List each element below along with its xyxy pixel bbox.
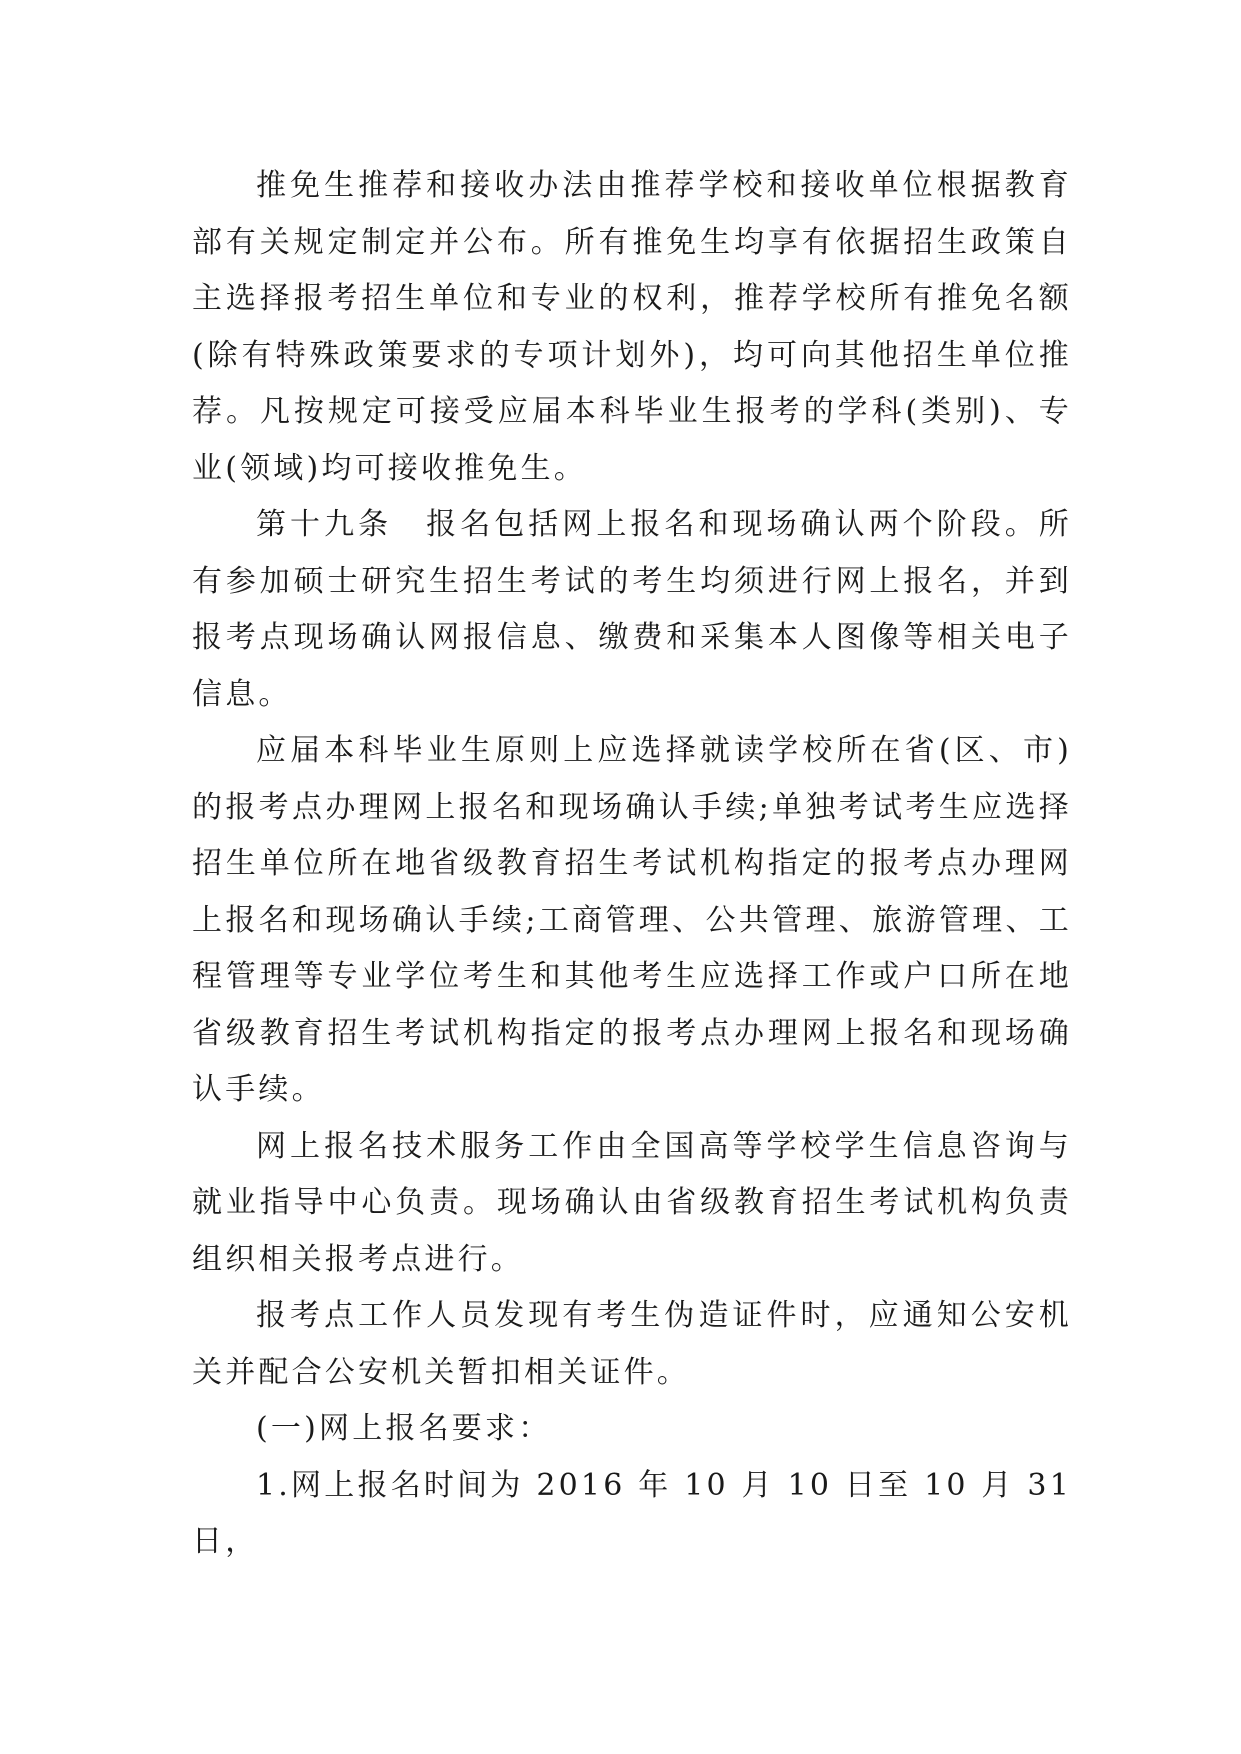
paragraph-forged-documents: 报考点工作人员发现有考生伪造证件时，应通知公安机关并配合公安机关暂扣相关证件。 [192, 1298, 1072, 1390]
document-body [192, 158, 1072, 1571]
paragraph-recommendation-rules: 推免生推荐和接收办法由推荐学校和接收单位根据教育部有关规定制定并公布。所有推免生均享有依据招生政策自主选择报考招生单位和专业的权利，推荐学校所有推免名额(除有特殊政策要求的专项计划外)，均可向其他招生单位推荐。凡按规定可接受应届本科毕业生报考的学科(类别)、专业(领域)均可接收推免生。 [192, 168, 1072, 486]
paragraph-registration-location: 应届本科毕业生原则上应选择就读学校所在省(区、市)的报考点办理网上报名和现场确认手续;单独考试考生应选择招生单位所在地省级教育招生考试机构指定的报考点办理网上报名和现场确认手续;工商管理、公共管理、旅游管理、工程管理等专业学位考生和其他考生应选择工作或户口所在地省级教育招生考试机构指定的报考点办理网上报名和现场确认手续。 [192, 733, 1072, 1107]
paragraph-registration-time: 1.网上报名时间为 2016 年 10 月 10 日至 10 月 31 日， [192, 1467, 1072, 1559]
paragraph-online-requirements-heading: (一)网上报名要求： [256, 1411, 552, 1446]
paragraph-article-19: 第十九条 报名包括网上报名和现场确认两个阶段。所有参加硕士研究生招生考试的考生均须进行网上报名，并到报考点现场确认网报信息、缴费和采集本人图像等相关电子信息。 [192, 507, 1072, 712]
paragraph-technical-service: 网上报名技术服务工作由全国高等学校学生信息咨询与就业指导中心负责。现场确认由省级教育招生考试机构负责组织相关报考点进行。 [192, 1128, 1072, 1277]
